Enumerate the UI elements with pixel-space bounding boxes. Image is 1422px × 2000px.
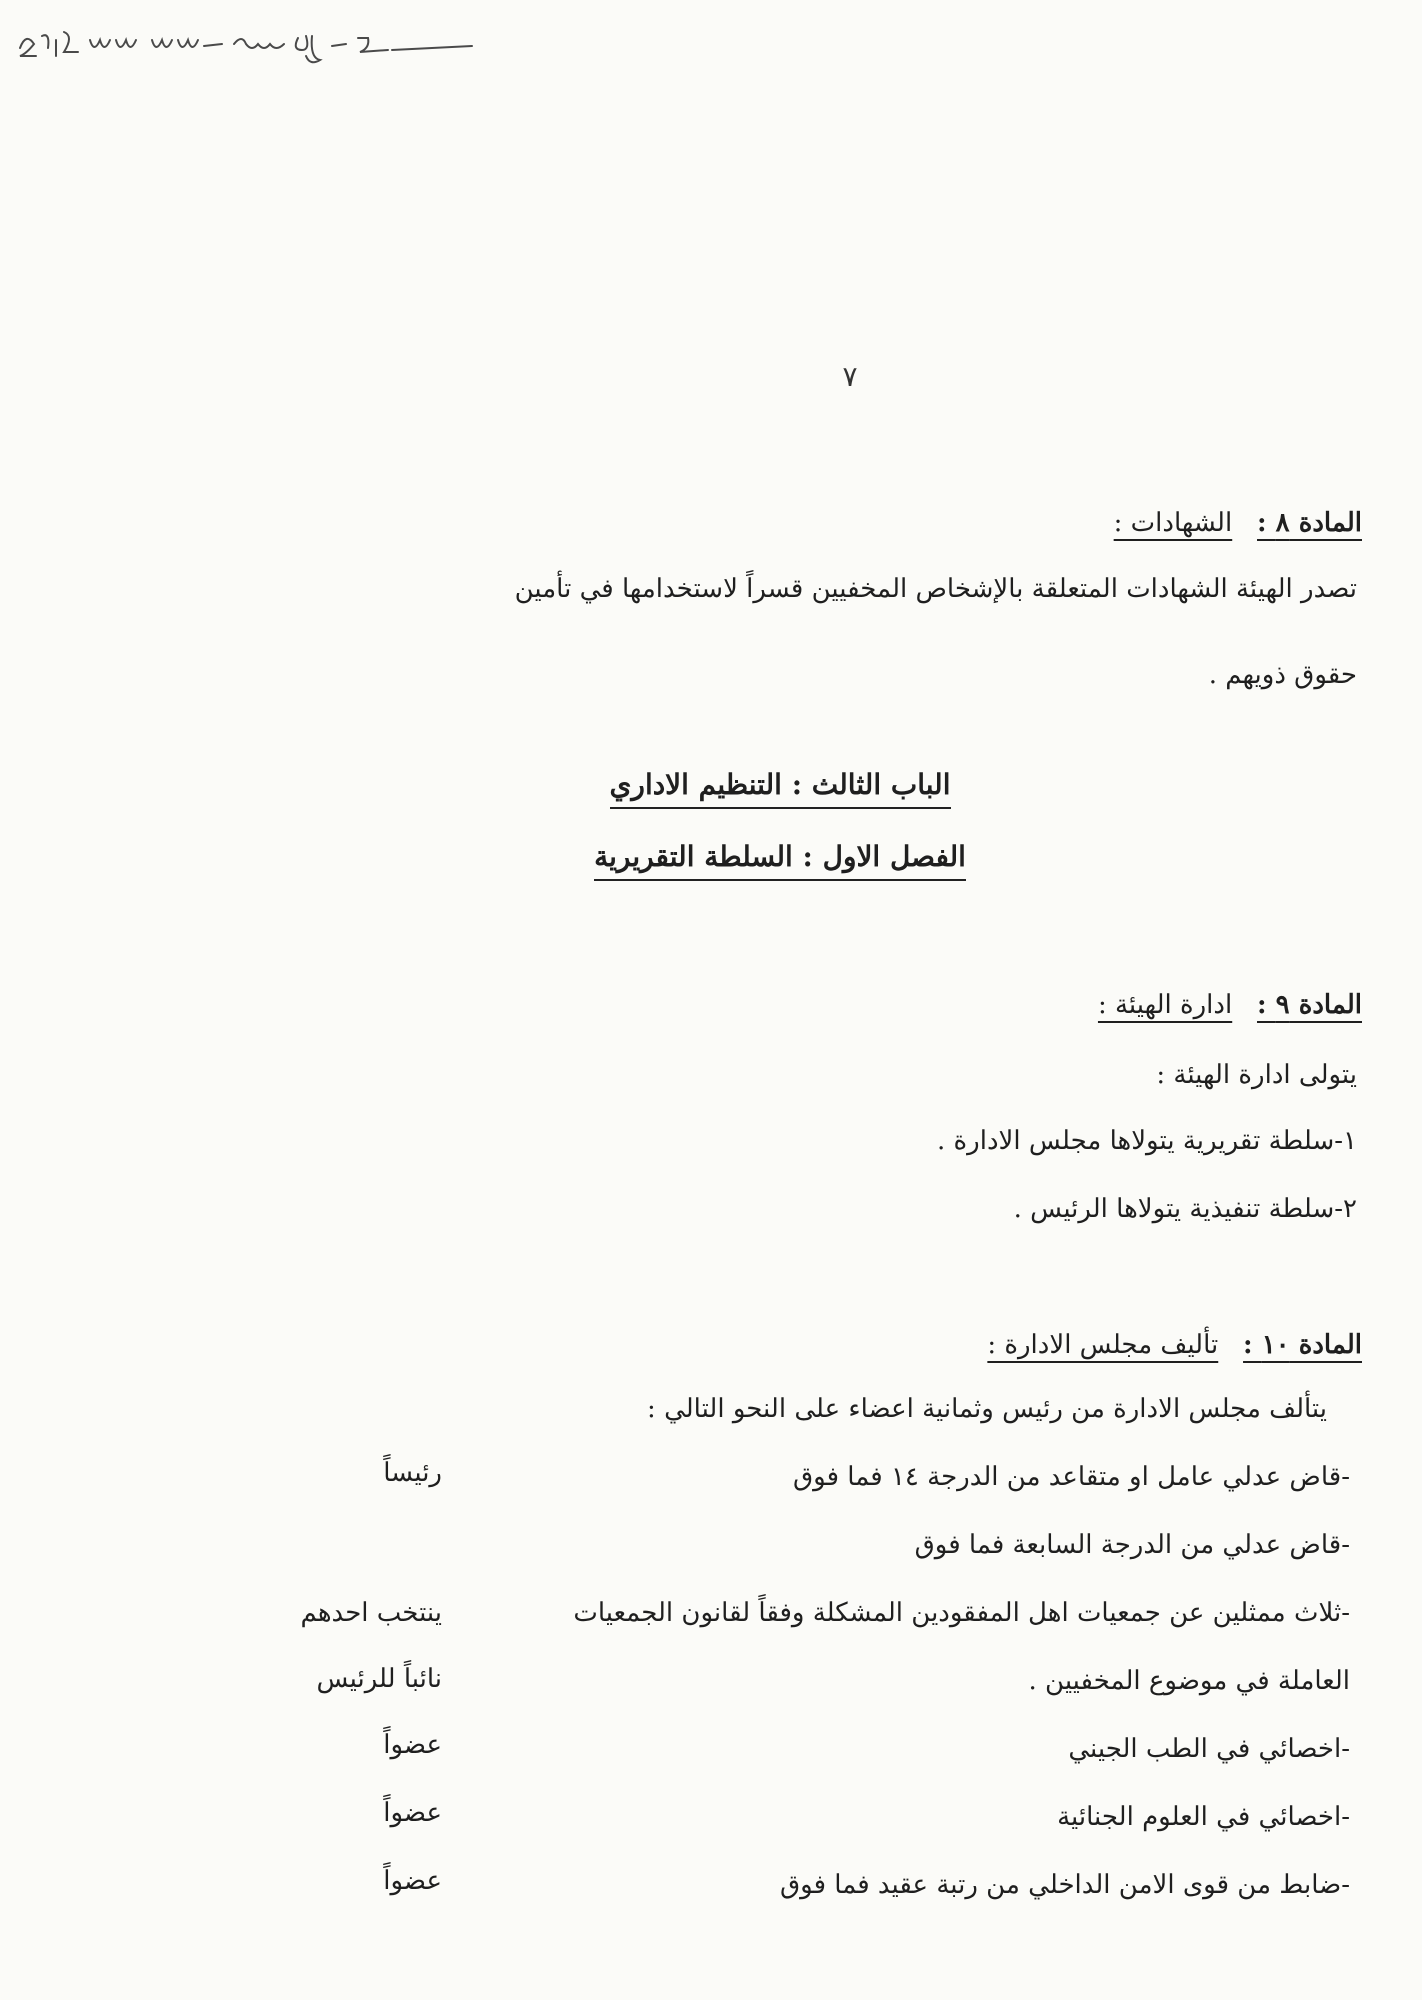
member-role: رئيساً bbox=[383, 1458, 442, 1488]
article9-number: المادة ٩ : bbox=[1257, 990, 1362, 1020]
article8-title: الشهادات : bbox=[1113, 508, 1233, 538]
article9-intro: يتولى ادارة الهيئة : bbox=[1156, 1060, 1357, 1090]
handwritten-note bbox=[12, 10, 532, 70]
member-line: -قاض عدلي عامل او متقاعد من الدرجة ١٤ فما فوق bbox=[793, 1462, 1350, 1492]
article8-body-line2: حقوق ذويهم . bbox=[1208, 660, 1357, 690]
member-line: -اخصائي في العلوم الجنائية bbox=[1057, 1802, 1350, 1832]
member-line: -قاض عدلي من الدرجة السابعة فما فوق bbox=[914, 1530, 1350, 1560]
article9-heading bbox=[1098, 990, 1362, 1020]
member-line: -اخصائي في الطب الجيني bbox=[1068, 1734, 1350, 1764]
article9-item1: ١-سلطة تقريرية يتولاها مجلس الادارة . bbox=[937, 1126, 1357, 1156]
article10-number: المادة ١٠ : bbox=[1243, 1330, 1362, 1360]
article10-title: تأليف مجلس الادارة : bbox=[987, 1330, 1219, 1360]
article8-body-line1: تصدر الهيئة الشهادات المتعلقة بالإشخاص المخفيين قسراً لاستخدامها في تأمين bbox=[514, 574, 1357, 604]
handwritten-signature-drawing bbox=[12, 10, 532, 70]
member-line: العاملة في موضوع المخفيين . bbox=[1028, 1666, 1350, 1696]
part-title: الباب الثالث : التنظيم الاداري bbox=[500, 768, 1060, 809]
article8-heading bbox=[1114, 508, 1362, 538]
page-number: ٧ bbox=[842, 360, 858, 393]
member-line: -ضابط من قوى الامن الداخلي من رتبة عقيد فما فوق bbox=[779, 1870, 1350, 1900]
article10-intro: يتألف مجلس الادارة من رئيس وثمانية اعضاء على النحو التالي : bbox=[647, 1394, 1327, 1424]
member-role: عضواً bbox=[383, 1866, 442, 1896]
article10-heading bbox=[987, 1330, 1362, 1360]
chapter-title: الفصل الاول : السلطة التقريرية bbox=[500, 840, 1060, 881]
member-role: نائباً للرئيس bbox=[316, 1664, 442, 1694]
article9-title: ادارة الهيئة : bbox=[1097, 990, 1233, 1020]
member-role: ينتخب احدهم bbox=[300, 1598, 442, 1628]
member-role: عضواً bbox=[383, 1798, 442, 1828]
member-role: عضواً bbox=[383, 1730, 442, 1760]
article9-item2: ٢-سلطة تنفيذية يتولاها الرئيس . bbox=[1013, 1194, 1357, 1224]
member-line: -ثلاث ممثلين عن جمعيات اهل المفقودين المشكلة وفقاً لقانون الجمعيات bbox=[573, 1598, 1350, 1628]
article8-number: المادة ٨ : bbox=[1257, 508, 1362, 538]
